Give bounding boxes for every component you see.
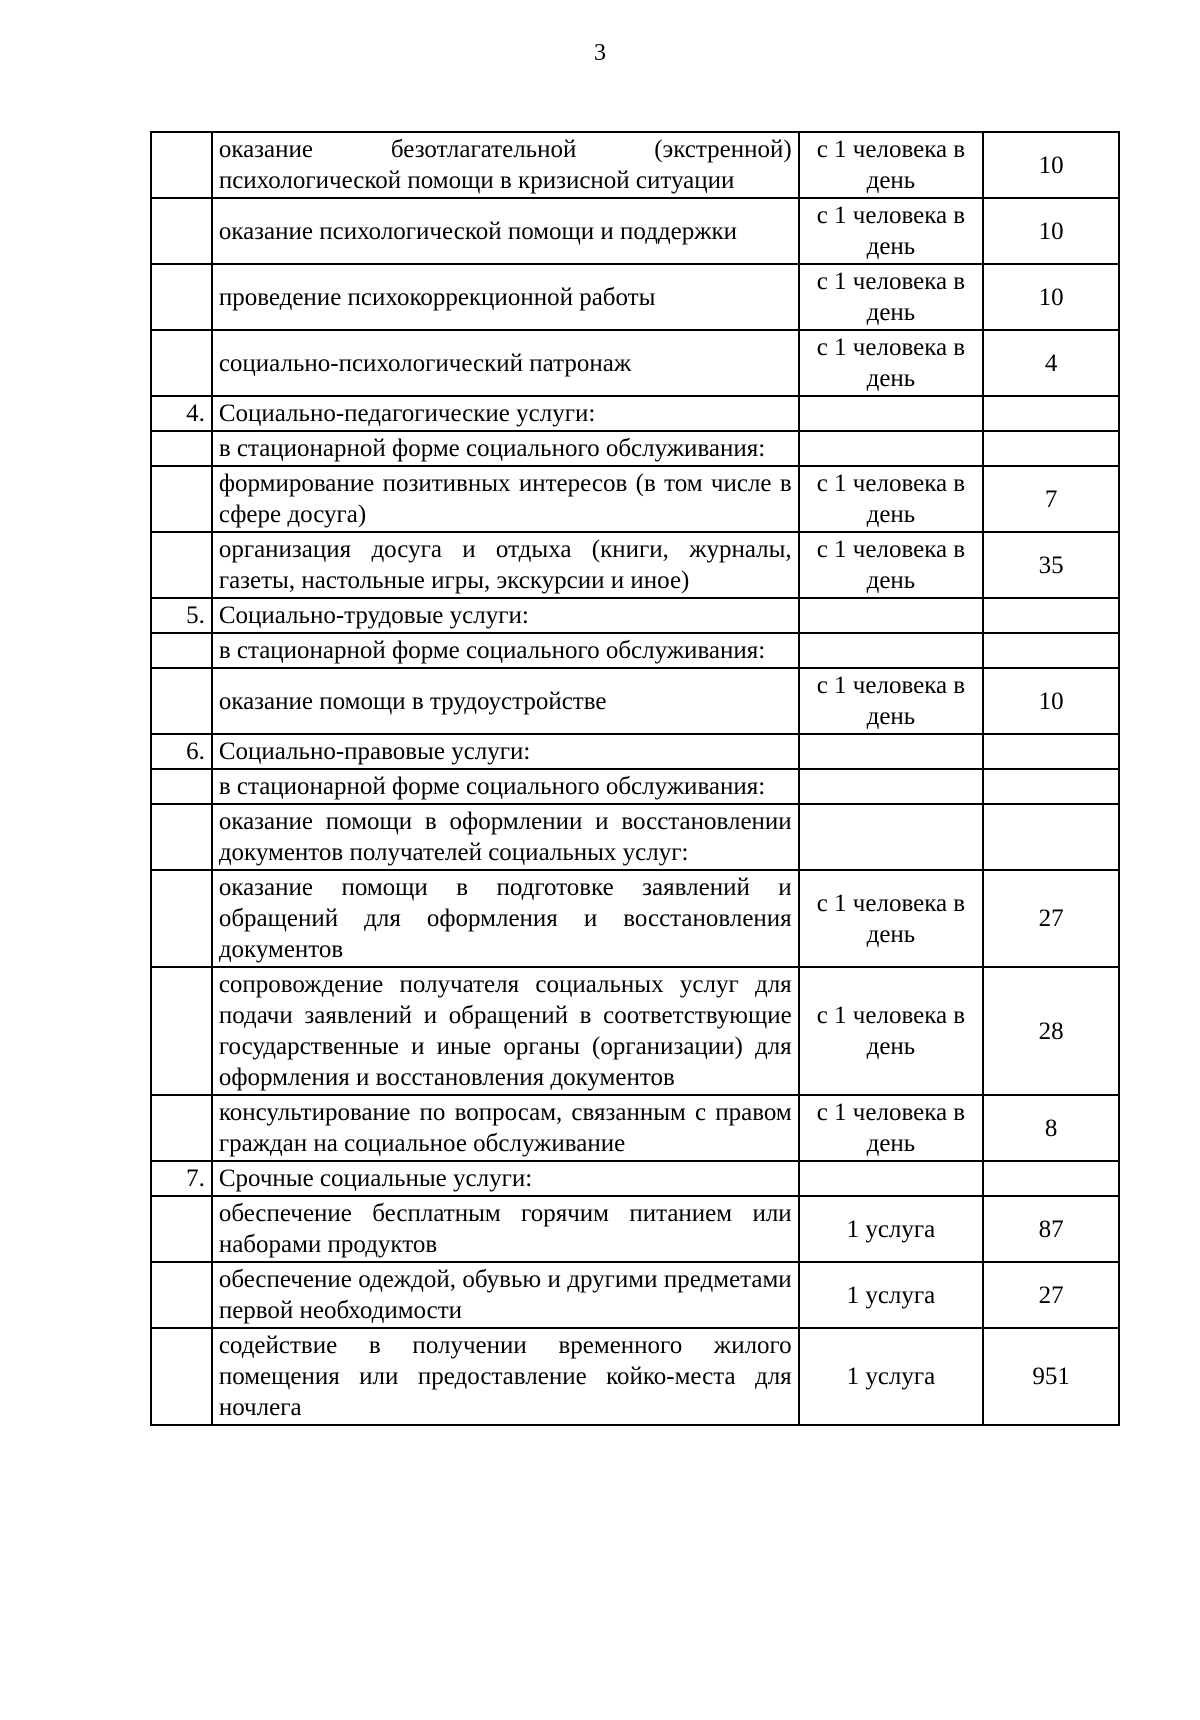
service-quantity [983, 1161, 1119, 1196]
service-description: проведение психокоррекционной работы [212, 264, 799, 330]
service-description: организация досуга и отдыха (книги, журналы, газеты, настольные игры, экскурсии и иное) [212, 532, 799, 598]
row-number [151, 264, 212, 330]
service-description: в стационарной форме социального обслуживания: [212, 633, 799, 668]
table-row [151, 264, 1119, 330]
table-row [151, 1328, 1119, 1425]
table-row [151, 967, 1119, 1095]
table-row [151, 532, 1119, 598]
service-description: оказание помощи в оформлении и восстановлении документов получателей социальных услуг: [212, 804, 799, 870]
unit-of-measure [799, 431, 983, 466]
row-number [151, 1095, 212, 1161]
row-number [151, 330, 212, 396]
service-description: Социально-педагогические услуги: [212, 396, 799, 431]
service-description: обеспечение бесплатным горячим питанием или наборами продуктов [212, 1196, 799, 1262]
service-description: оказание психологической помощи и поддержки [212, 198, 799, 264]
service-quantity [983, 769, 1119, 804]
table-row [151, 330, 1119, 396]
service-quantity: 8 [983, 1095, 1119, 1161]
unit-of-measure [799, 804, 983, 870]
service-description: социально-психологический патронаж [212, 330, 799, 396]
service-description: формирование позитивных интересов (в том числе в сфере досуга) [212, 466, 799, 532]
unit-of-measure: 1 услуга [799, 1262, 983, 1328]
unit-of-measure: 1 услуга [799, 1196, 983, 1262]
service-quantity: 10 [983, 198, 1119, 264]
table-row [151, 734, 1119, 769]
page-number: 3 [594, 40, 606, 66]
service-quantity [983, 431, 1119, 466]
row-number: 6. [151, 734, 212, 769]
service-quantity: 10 [983, 668, 1119, 734]
services-table-body [151, 132, 1119, 1425]
service-description: в стационарной форме социального обслуживания: [212, 769, 799, 804]
table-row [151, 396, 1119, 431]
service-description: сопровождение получателя социальных услуг для подачи заявлений и обращений в соответствующие государственные и иные органы (организации) для оформления и восстановления документов [212, 967, 799, 1095]
unit-of-measure [799, 396, 983, 431]
service-quantity [983, 396, 1119, 431]
unit-of-measure: с 1 человека в день [799, 264, 983, 330]
row-number [151, 870, 212, 967]
service-quantity: 4 [983, 330, 1119, 396]
services-table [150, 131, 1120, 1426]
row-number [151, 1262, 212, 1328]
service-description: консультирование по вопросам, связанным с правом граждан на социальное обслуживание [212, 1095, 799, 1161]
unit-of-measure: с 1 человека в день [799, 132, 983, 198]
unit-of-measure: с 1 человека в день [799, 198, 983, 264]
unit-of-measure: с 1 человека в день [799, 668, 983, 734]
row-number [151, 967, 212, 1095]
unit-of-measure [799, 633, 983, 668]
table-row [151, 132, 1119, 198]
service-quantity: 10 [983, 132, 1119, 198]
row-number [151, 1196, 212, 1262]
service-quantity: 87 [983, 1196, 1119, 1262]
service-description: Срочные социальные услуги: [212, 1161, 799, 1196]
service-description: содействие в получении временного жилого помещения или предоставление койко-места для ночлега [212, 1328, 799, 1425]
row-number [151, 431, 212, 466]
unit-of-measure [799, 598, 983, 633]
service-description: оказание помощи в подготовке заявлений и обращений для оформления и восстановления документов [212, 870, 799, 967]
service-quantity [983, 598, 1119, 633]
table-row [151, 633, 1119, 668]
unit-of-measure: с 1 человека в день [799, 330, 983, 396]
service-quantity: 10 [983, 264, 1119, 330]
unit-of-measure: с 1 человека в день [799, 1095, 983, 1161]
row-number: 4. [151, 396, 212, 431]
table-row [151, 769, 1119, 804]
row-number [151, 1328, 212, 1425]
table-row [151, 1095, 1119, 1161]
service-description: Социально-трудовые услуги: [212, 598, 799, 633]
row-number [151, 668, 212, 734]
service-quantity: 951 [983, 1328, 1119, 1425]
table-row [151, 1196, 1119, 1262]
service-quantity: 27 [983, 870, 1119, 967]
unit-of-measure: с 1 человека в день [799, 466, 983, 532]
table-row [151, 1161, 1119, 1196]
unit-of-measure: с 1 человека в день [799, 532, 983, 598]
unit-of-measure: с 1 человека в день [799, 967, 983, 1095]
service-quantity: 27 [983, 1262, 1119, 1328]
service-description: оказание безотлагательной (экстренной) психологической помощи в кризисной ситуации [212, 132, 799, 198]
table-row [151, 870, 1119, 967]
unit-of-measure [799, 769, 983, 804]
service-description: обеспечение одеждой, обувью и другими предметами первой необходимости [212, 1262, 799, 1328]
service-quantity [983, 804, 1119, 870]
table-row [151, 668, 1119, 734]
unit-of-measure: с 1 человека в день [799, 870, 983, 967]
row-number [151, 132, 212, 198]
service-quantity: 28 [983, 967, 1119, 1095]
service-quantity: 35 [983, 532, 1119, 598]
row-number [151, 532, 212, 598]
table-row [151, 198, 1119, 264]
table-row [151, 804, 1119, 870]
table-row [151, 598, 1119, 633]
row-number [151, 804, 212, 870]
service-quantity [983, 633, 1119, 668]
service-description: в стационарной форме социального обслуживания: [212, 431, 799, 466]
table-row [151, 1262, 1119, 1328]
row-number [151, 466, 212, 532]
row-number [151, 769, 212, 804]
service-quantity: 7 [983, 466, 1119, 532]
service-description: Социально-правовые услуги: [212, 734, 799, 769]
table-row [151, 431, 1119, 466]
row-number [151, 198, 212, 264]
unit-of-measure [799, 734, 983, 769]
service-description: оказание помощи в трудоустройстве [212, 668, 799, 734]
row-number: 7. [151, 1161, 212, 1196]
row-number [151, 633, 212, 668]
table-row [151, 466, 1119, 532]
service-quantity [983, 734, 1119, 769]
unit-of-measure [799, 1161, 983, 1196]
row-number: 5. [151, 598, 212, 633]
unit-of-measure: 1 услуга [799, 1328, 983, 1425]
